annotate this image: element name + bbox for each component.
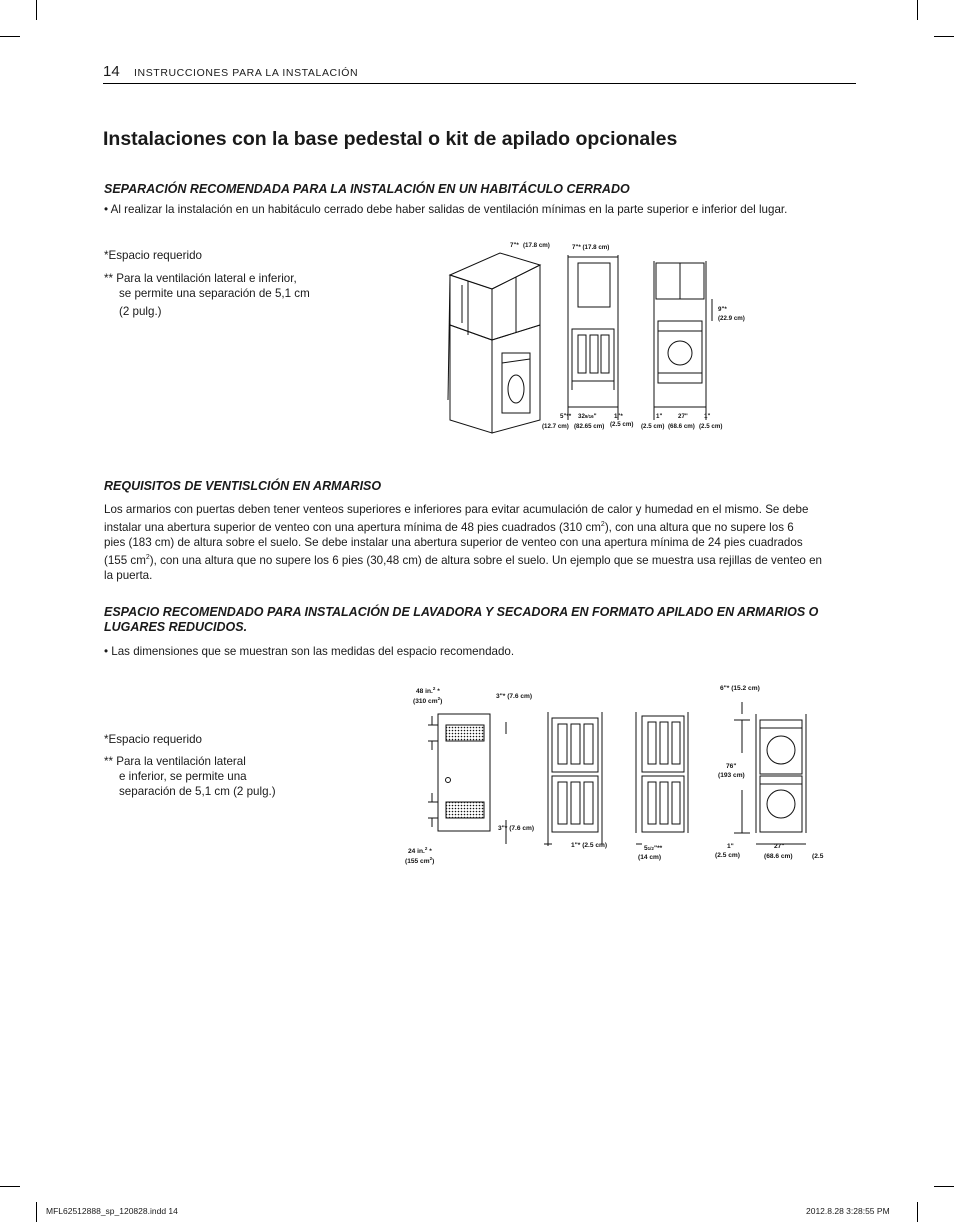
note-vent-line: se permite una separación de 5,1 cm xyxy=(119,287,310,300)
crop-mark xyxy=(36,1202,37,1222)
section-heading-cabinet: REQUISITOS DE VENTISLCIÓN EN ARMARISO xyxy=(104,479,382,493)
front-view-drawing xyxy=(654,261,706,420)
dim-label: 24 in.$^2$ * xyxy=(408,846,432,855)
footer-file: MFL62512888_sp_120828.indd 14 xyxy=(46,1206,178,1216)
dim-label: 1" xyxy=(656,413,663,420)
note-block-1 xyxy=(104,248,310,319)
header-rule xyxy=(103,83,856,84)
dim-label: 7"* xyxy=(510,242,519,249)
dim-label: 329/16" xyxy=(578,413,597,420)
dim-label: 5"** xyxy=(560,413,572,420)
dim-label: 27" xyxy=(774,843,785,850)
paragraph-line: (155 $cm^2$), con una altura que no supere los 6 pies (30,48 cm) de altura sobre el suelo. Un ejemplo que se muestra usa rejillas de venteo en xyxy=(104,553,822,567)
note-block-2 xyxy=(104,732,276,799)
dim-label: 6"* (15.2 cm) xyxy=(720,685,760,692)
dim-label: (22.9 cm) xyxy=(718,315,745,322)
section-heading-enclosure: SEPARACIÓN RECOMENDADA PARA LA INSTALACIÓN EN UN HABITÁCULO CERRADO xyxy=(104,182,630,196)
note-vent-line: ** Para la ventilación lateral e inferior, xyxy=(104,272,297,285)
enclosure-bullet: • Al realizar la instalación en un habitáculo cerrado debe haber salidas de ventilación mínimas en la parte superior e inferior del lugar. xyxy=(104,203,788,216)
dim-label: (82.65 cm) xyxy=(574,423,605,430)
dim-label: (68.6 cm) xyxy=(668,423,695,430)
dim-label: 3"* (7.6 cm) xyxy=(496,693,533,700)
paragraph-line: la puerta. xyxy=(104,568,153,582)
paragraph-line: instalar una abertura superior de venteo con una apertura mínima de 48 pies cuadrados (310 $cm^2$), con una altura que no supere los 6 xyxy=(104,520,794,534)
note-required: *Espacio requerido xyxy=(104,733,202,746)
dim-label: (193 cm) xyxy=(718,772,745,779)
dim-label: 7"* (17.8 cm) xyxy=(572,244,610,251)
stacked-front-view-drawing xyxy=(734,702,806,844)
dim-label: (155 $cm^2$) xyxy=(405,856,435,865)
dim-label: (17.8 cm) xyxy=(523,242,550,249)
dim-label: 9"* xyxy=(718,306,727,313)
dim-label: 1" xyxy=(727,843,734,850)
running-header: INSTRUCCIONES PARA LA INSTALACIÓN xyxy=(134,67,359,79)
cabinet-paragraph xyxy=(104,502,864,583)
dim-label: (310 $cm^2$) xyxy=(413,696,443,705)
dim-label: (2.5 cm) xyxy=(699,423,723,430)
dim-label: 48 in.$^2$ * xyxy=(416,686,440,695)
dim-label: 27" xyxy=(678,413,688,420)
dim-label: 51/2"** xyxy=(644,845,663,852)
dim-label: 76" xyxy=(726,763,737,770)
note-vent-line: ** Para la ventilación lateral xyxy=(104,755,246,768)
stacked-bullet: • Las dimensiones que se muestran son las medidas del espacio recomendado. xyxy=(104,645,515,658)
page-title: Instalaciones con la base pedestal o kit de apilado opcionales xyxy=(103,128,678,150)
dim-label: (68.6 cm) xyxy=(764,853,793,860)
crop-mark xyxy=(917,1202,918,1222)
section-heading-stacked: ESPACIO RECOMENDADO PARA INSTALACIÓN DE LAVADORA Y SECADORA EN FORMATO APILADO EN ARMARIOS O LUGARES REDUCIDOS. xyxy=(104,605,819,634)
paragraph-line: Los armarios con puertas deben tener venteos superiores e inferiores para evitar acumulación de calor y humedad en el mismo. Se debe xyxy=(104,503,809,516)
dim-label: 1"* (2.5 cm) xyxy=(571,842,608,849)
note-required: *Espacio requerido xyxy=(104,249,202,262)
dim-label: (2.5 cm) xyxy=(610,421,634,428)
dim-label: 3"* (7.6 cm) xyxy=(498,825,535,832)
page-number: 14 xyxy=(103,63,120,80)
closet-door-drawing xyxy=(428,714,506,844)
footer-timestamp: 2012.8.28 3:28:55 PM xyxy=(806,1206,890,1216)
crop-mark xyxy=(917,0,918,20)
crop-mark xyxy=(36,0,37,20)
crop-mark xyxy=(0,36,20,37)
stacked-side-view-drawing xyxy=(544,712,602,846)
note-vent-line: e inferior, se permite una xyxy=(119,770,247,783)
dim-label: 1" xyxy=(704,413,711,420)
dim-label: (2.5 xyxy=(812,853,824,860)
crop-mark xyxy=(934,36,954,37)
dim-label: (12.7 cm) xyxy=(542,423,569,430)
enclosure-clearance-diagram xyxy=(440,235,745,440)
dim-label: (2.5 cm) xyxy=(715,852,740,859)
crop-mark xyxy=(0,1186,20,1187)
stacked-side-view-2-drawing xyxy=(636,712,688,844)
dim-label: 1"* xyxy=(614,413,623,420)
stacked-clearance-diagram xyxy=(400,678,830,873)
crop-mark xyxy=(934,1186,954,1187)
dim-label: (14 cm) xyxy=(638,854,662,861)
note-vent-line: (2 pulg.) xyxy=(119,305,162,318)
paragraph-line: pies (183 cm) de altura sobre el suelo. Se debe instalar una abertura superior de venteo con una apertura mínima de 24 pies cuadrados xyxy=(104,535,803,549)
dim-label: (2.5 cm) xyxy=(641,423,665,430)
side-view-drawing xyxy=(568,255,618,420)
cabinet-perspective-drawing xyxy=(448,253,540,433)
note-vent-line: separación de 5,1 cm (2 pulg.) xyxy=(119,785,276,798)
